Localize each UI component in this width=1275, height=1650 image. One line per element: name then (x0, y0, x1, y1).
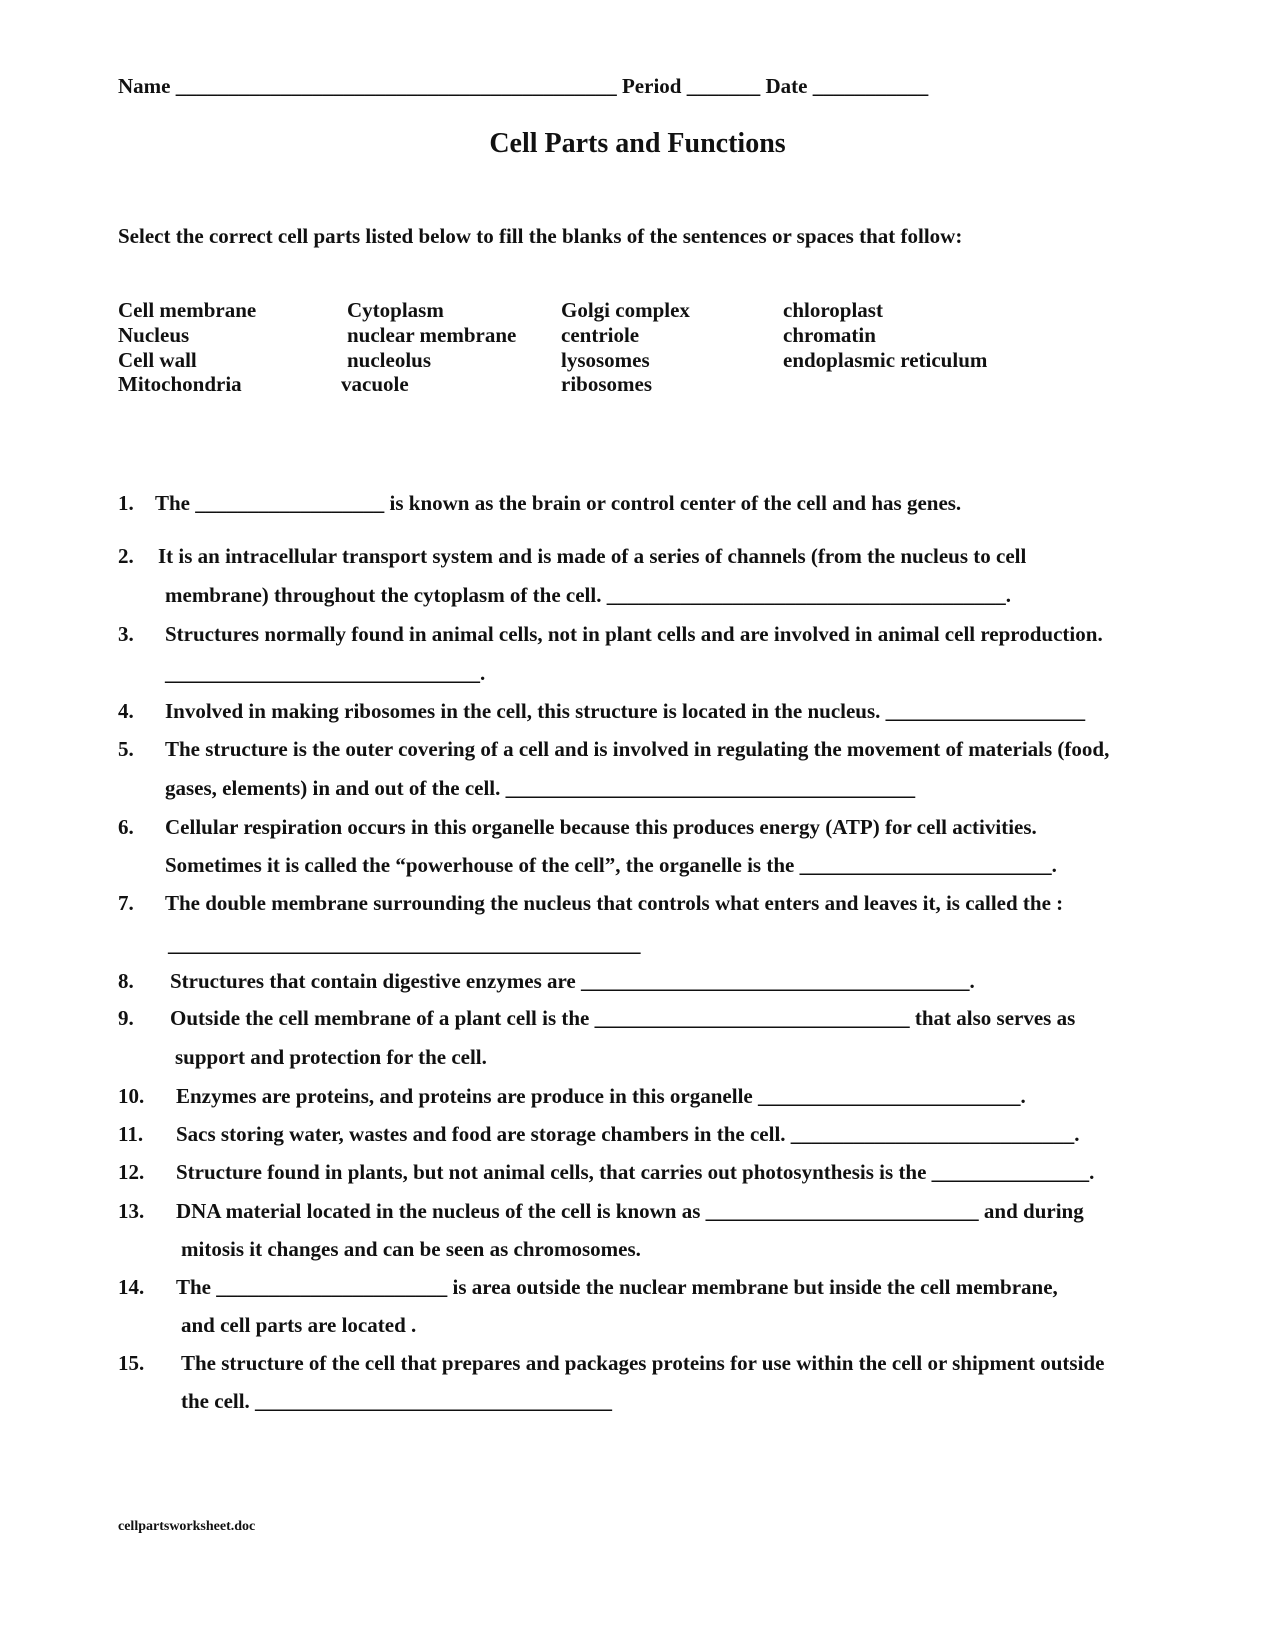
question-text: Enzymes are proteins, and proteins are produce in this organelle _________________________. (176, 1084, 1026, 1108)
question-number: 12. (118, 1160, 145, 1184)
word-bank-term: Nucleus (118, 323, 190, 347)
question-number: 9. (118, 1006, 134, 1030)
word-bank-term: lysosomes (561, 348, 650, 372)
question-text: Structures normally found in animal cells, not in plant cells and are involved in animal cell reproduction. (165, 622, 1103, 646)
question-text: gases, elements) in and out of the cell. _______________________________________ (165, 776, 916, 800)
word-bank-term: Cell wall (118, 348, 197, 372)
question-number: 4. (118, 699, 134, 723)
question-text: Sometimes it is called the “powerhouse of the cell”, the organelle is the ________________________. (165, 853, 1057, 877)
question-number: 1. (118, 491, 134, 515)
question-text: The structure of the cell that prepares and packages proteins for use within the cell or shipment outside (181, 1351, 1105, 1375)
question-number: 15. (118, 1351, 145, 1375)
question-text: The double membrane surrounding the nucleus that controls what enters and leaves it, is called the : (165, 891, 1064, 915)
question-number: 13. (118, 1199, 145, 1223)
word-bank-term: nucleolus (347, 348, 432, 372)
question-text: It is an intracellular transport system and is made of a series of channels (from the nucleus to cell (158, 544, 1027, 568)
name-period-date-line: Name __________________________________________ Period _______ Date ___________ (118, 74, 929, 98)
question-text: Structures that contain digestive enzymes are _____________________________________. (170, 969, 975, 993)
question-text: The ______________________ is area outside the nuclear membrane but inside the cell membrane, (176, 1275, 1058, 1299)
word-bank-term: chromatin (783, 323, 876, 347)
word-bank-term: chloroplast (783, 298, 883, 322)
question-text: support and protection for the cell. (175, 1045, 487, 1069)
question-text: DNA material located in the nucleus of the cell is known as __________________________ and during (176, 1199, 1084, 1223)
question-text: mitosis it changes and can be seen as chromosomes. (181, 1237, 641, 1261)
word-bank-term: vacuole (341, 372, 409, 396)
question-text: Outside the cell membrane of a plant cell is the ______________________________ that also serves as (170, 1006, 1076, 1030)
footer-filename: cellpartsworksheet.doc (118, 1519, 256, 1534)
question-number: 7. (118, 891, 134, 915)
word-bank-term: Golgi complex (561, 298, 690, 322)
question-number: 14. (118, 1275, 145, 1299)
question-text: Structure found in plants, but not animal cells, that carries out photosynthesis is the _______________. (176, 1160, 1095, 1184)
question-text: membrane) throughout the cytoplasm of the cell. ______________________________________. (165, 583, 1011, 607)
word-bank-term: Cell membrane (118, 298, 257, 322)
page-title: Cell Parts and Functions (489, 128, 786, 159)
question-number: 2. (118, 544, 134, 568)
word-bank-term: Mitochondria (118, 372, 242, 396)
question-number: 11. (118, 1122, 144, 1146)
word-bank-term: ribosomes (561, 372, 652, 396)
word-bank-term: nuclear membrane (347, 323, 517, 347)
question-text: the cell. __________________________________ (181, 1389, 613, 1413)
word-bank-term: centriole (561, 323, 640, 347)
word-bank-term: Cytoplasm (347, 298, 444, 322)
question-text: Cellular respiration occurs in this organelle because this produces energy (ATP) for cell activities. (165, 815, 1037, 839)
question-text: The structure is the outer covering of a cell and is involved in regulating the movement of materials (food, (165, 737, 1110, 761)
question-text: and cell parts are located . (181, 1313, 417, 1337)
question-text: Sacs storing water, wastes and food are storage chambers in the cell. ___________________________. (176, 1122, 1080, 1146)
question-text: _____________________________________________ (168, 932, 641, 956)
question-number: 3. (118, 622, 134, 646)
question-text: The __________________ is known as the brain or control center of the cell and has genes. (155, 491, 962, 515)
question-text: ______________________________. (165, 661, 486, 685)
question-number: 10. (118, 1084, 145, 1108)
question-number: 6. (118, 815, 134, 839)
word-bank-term: endoplasmic reticulum (783, 348, 988, 372)
question-text: Involved in making ribosomes in the cell, this structure is located in the nucleus. ___________________ (165, 699, 1086, 723)
question-number: 8. (118, 969, 134, 993)
instructions: Select the correct cell parts listed below to fill the blanks of the sentences or spaces that follow: (118, 224, 963, 248)
question-number: 5. (118, 737, 134, 761)
